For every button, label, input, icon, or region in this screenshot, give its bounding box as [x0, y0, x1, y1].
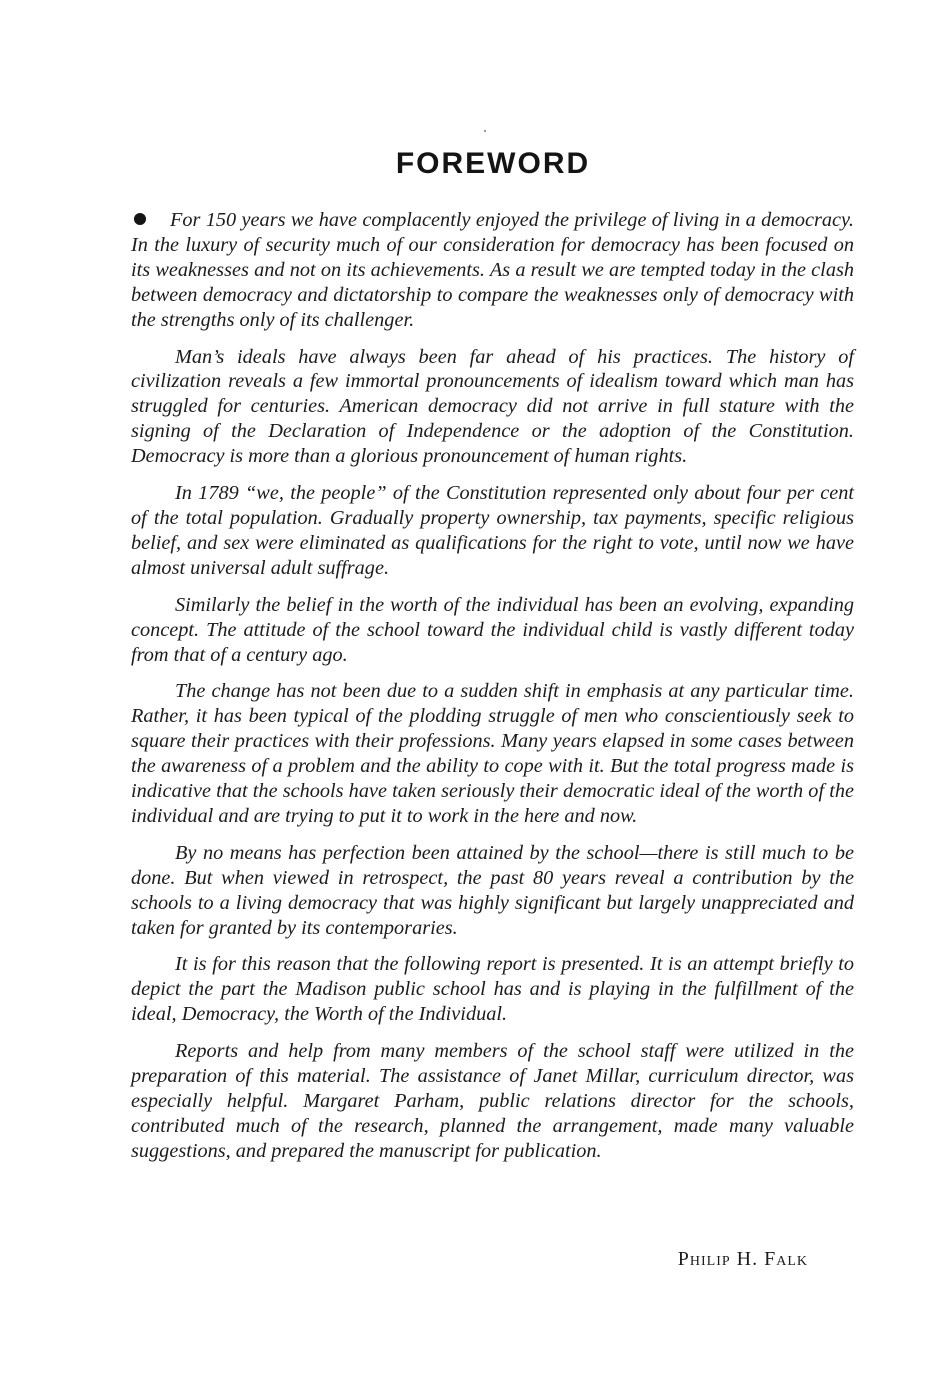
print-speck — [484, 130, 486, 132]
paragraph-6: By no means has perfection been attained by the school—there is still much to be done. But when viewed in retrospect, the past 80 years reveal a contribution by the schools to a living democracy that was highly significant but largely unappreciated and taken for granted by its contemporaries. — [131, 841, 854, 939]
bullet-icon — [134, 213, 146, 225]
foreword-body — [131, 208, 854, 1176]
page-title: FOREWORD — [395, 147, 591, 180]
paragraph-4: Similarly the belief in the worth of the individual has been an evolving, expanding concept. The attitude of the school toward the individual child is vastly different today from that of a century ago. — [131, 593, 854, 666]
paragraph-3: In 1789 “we, the people” of the Constitution represented only about four per cent of the total population. Gradually property ownership, tax payments, specific religious belief, and sex were eliminated as qualifications for the right to vote, until now we have almost universal adult suffrage. — [131, 482, 854, 579]
paragraph-1-text: For 150 years we have complacently enjoyed the privilege of living in a democracy. In the luxury of security much of our consideration for democracy has been focused on its weaknesses and not on its achievements. As a result we are tempted today in the clash between democracy and dictatorship to compare the weaknesses only of democracy with the strengths only of its challenger. — [131, 209, 854, 331]
paragraph-5: The change has not been due to a sudden shift in emphasis at any particular time. Rather, it has been typical of the plodding struggle of men who conscientiously seek to square their practices with their professions. Many years elapsed in some cases between the awareness of a problem and the ability to cope with it. But the total progress made is indicative that the schools have taken seriously their democratic ideal of the worth of the individual and are trying to put it to work in the here and now. — [131, 680, 854, 827]
author-signature: Philip H. Falk — [677, 1248, 808, 1270]
paragraph-2: Man’s ideals have always been far ahead of his practices. The history of civilization reveals a few immortal pronouncements of idealism toward which man has struggled for centuries. American democracy did not arrive in full stature with the signing of the Declaration of Independence or the adoption of the Constitution. Democracy is more than a glorious pronouncement of human rights. — [131, 345, 854, 468]
paragraph-1 — [131, 208, 854, 333]
paragraph-8: Reports and help from many members of the school staff were utilized in the preparation of this material. The assistance of Janet Millar, curriculum director, was especially helpful. Margaret Parham, public relations director for the schools, contributed much of the research, planned the arrangement, made many valuable suggestions, and prepared the manuscript for publication. — [131, 1040, 854, 1162]
paragraph-7: It is for this reason that the following report is presented. It is an attempt briefly to depict the part the Madison public school has and is playing in the fulfillment of the ideal, Democracy, the Worth of the Individual. — [131, 953, 854, 1026]
